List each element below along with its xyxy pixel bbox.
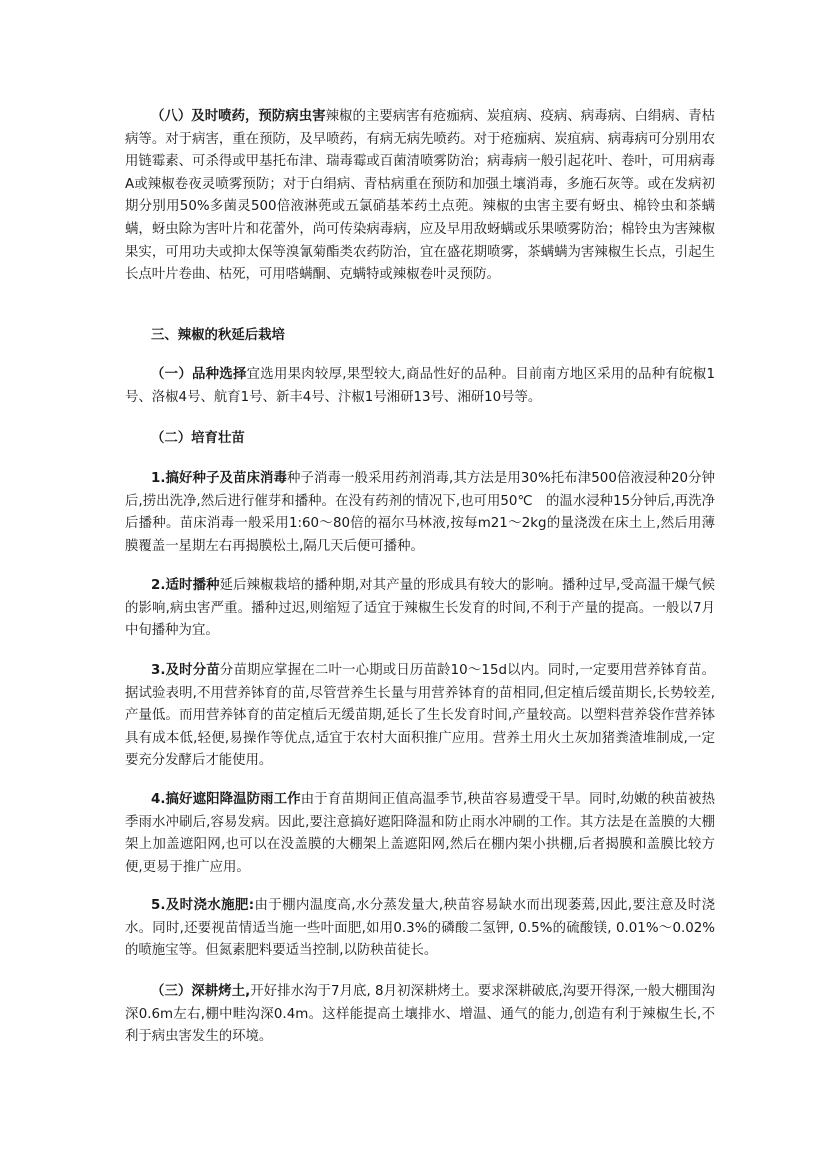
paragraph-watering-fertilizing — [125, 895, 715, 963]
paragraph-deep-tillage — [125, 981, 715, 1049]
paragraph-lead: 5.及时浇水施肥: — [151, 898, 255, 913]
paragraph-body: 宜选用果肉较厚,果型较大,商品性好的品种。目前南方地区采用的品种有皖椒1号、洛椒4号、航育1号、新丰4号、汴椒1号湘研13号、湘研10号等。 — [125, 367, 715, 405]
paragraph-lead: （一）品种选择 — [151, 367, 247, 382]
paragraph-body: 延后辣椒栽培的播种期,对其产量的形成具有较大的影响。播种过早,受高温干燥气候的影响,病虫害严重。播种过迟,则缩短了适宜于辣椒生长发育的时间,不利于产量的提高。一般以7月中旬播种为宜。 — [125, 578, 716, 639]
paragraph-pest-control — [125, 106, 715, 287]
paragraph-body: 开好排水沟于7月底, 8月初深耕烤土。要求深耕破底,沟要开得深,一般大棚围沟深0.6m左右,棚中畦沟深0.4m。这样能提高土壤排水、增温、通气的能力,创造有利于辣椒生长,不利于病虫害发生的环境。 — [125, 984, 715, 1045]
subsection-heading: （二）培育壮苗 — [151, 431, 245, 446]
paragraph-body: 分苗期应掌握在二叶一心期或日历苗龄10～15d以内。同时,一定要用营养钵育苗。据试验表明,不用营养钵育的苗,尽管营养生长量与用营养钵育的苗相同,但定植后缓苗期长,长势较差,产量低。而用营养钵育的苗定植后无缓苗期,延长了生长发育时间,产量较高。以塑料营养袋作营养钵具有成本低,轻便,易操作等优点,适宜于农村大面积推广应用。营养土用火土灰加猪粪渣堆制成,一定要充分发酵后才能使用。 — [125, 663, 715, 769]
paragraph-lead: 3.及时分苗 — [151, 663, 220, 678]
paragraph-body: 由于棚内温度高,水分蒸发量大,秧苗容易缺水而出现萎蔫,因此,要注意及时浇水。同时,还要视苗情适当施一些叶面肥,如用0.3%的磷酸二氢钾, 0.5%的硫酸镁, 0.01%～0.02%的喷施宝等。但氮素肥料要适当控制,以防秧苗徒长。 — [125, 898, 715, 959]
paragraph-shading-rain-protection — [125, 789, 715, 879]
paragraph-seed-disinfection — [125, 468, 715, 558]
paragraph-lead: 4.搞好遮阳降温防雨工作 — [151, 792, 301, 807]
paragraph-body: 辣椒的主要病害有疮痂病、炭疽病、疫病、病毒病、白绢病、青枯病等。对于病害，重在预防，及早喷药，有病无病先喷药。对于疮痂病、炭疽病、病毒病可分别用农用链霉素、可杀得或甲基托布津、瑞毒霉或百菌清喷雾防治；病毒病一般引起花叶、卷叶，可用病毒A或辣椒卷夜灵喷雾预防；对于白绢病、青枯病重在预防和加强土壤消毒，多施石灰等。或在发病初期分别用50%多菌灵500倍液淋蔸或五氯硝基苯药土点蔸。辣椒的虫害主要有蚜虫、棉铃虫和茶螨螨，蚜虫除为害叶片和花蕾外，尚可传染病毒病，应及早用敌蚜螨或乐果喷雾防治；棉铃虫为害辣椒果实，可用功夫或抑太保等溴氰菊酯类农药防治，宜在盛花期喷雾，茶螨螨为害辣椒生长点，引起生长点叶片卷曲、枯死，可用嗒螨酮、克螨特或辣椒卷叶灵预防。 — [125, 109, 716, 283]
paragraph-lead: 1.搞好种子及苗床消毒 — [151, 471, 288, 486]
paragraph-variety-selection — [125, 364, 715, 409]
section-heading: 三、辣椒的秋延后栽培 — [151, 328, 285, 343]
paragraph-seedling-transplant — [125, 660, 715, 773]
paragraph-lead: （八）及时喷药，预防病虫害 — [151, 109, 326, 124]
paragraph-body: 由于育苗期间正值高温季节,秧苗容易遭受干旱。同时,幼嫩的秧苗被热季雨水冲刷后,容易发病。因此,要注意搞好遮阳降温和防止雨水冲刷的工作。其方法是在盖膜的大棚架上加盖遮阳网,也可以在没盖膜的大棚架上盖遮阳网,然后在棚内架小拱棚,后者揭膜和盖膜比较方便,更易于推广应用。 — [125, 792, 716, 875]
paragraph-lead: （三）深耕烤土, — [151, 984, 251, 999]
paragraph-lead: 2.适时播种 — [151, 578, 220, 593]
paragraph-timely-sowing — [125, 575, 715, 643]
paragraph-body: 种子消毒一般采用药剂消毒,其方法是用30%托布津500倍液浸种20分钟后,捞出洗净,然后进行催芽和播种。在没有药剂的情况下,也可用50℃ 的温水浸种15分钟后,再洗净后播种。苗床消毒一般采用1:60～80倍的福尔马林液,按每m21～2kg的量浇泼在床土上,然后用薄膜覆盖一星期左右再揭膜松土,隔几天后便可播种。 — [125, 471, 715, 554]
